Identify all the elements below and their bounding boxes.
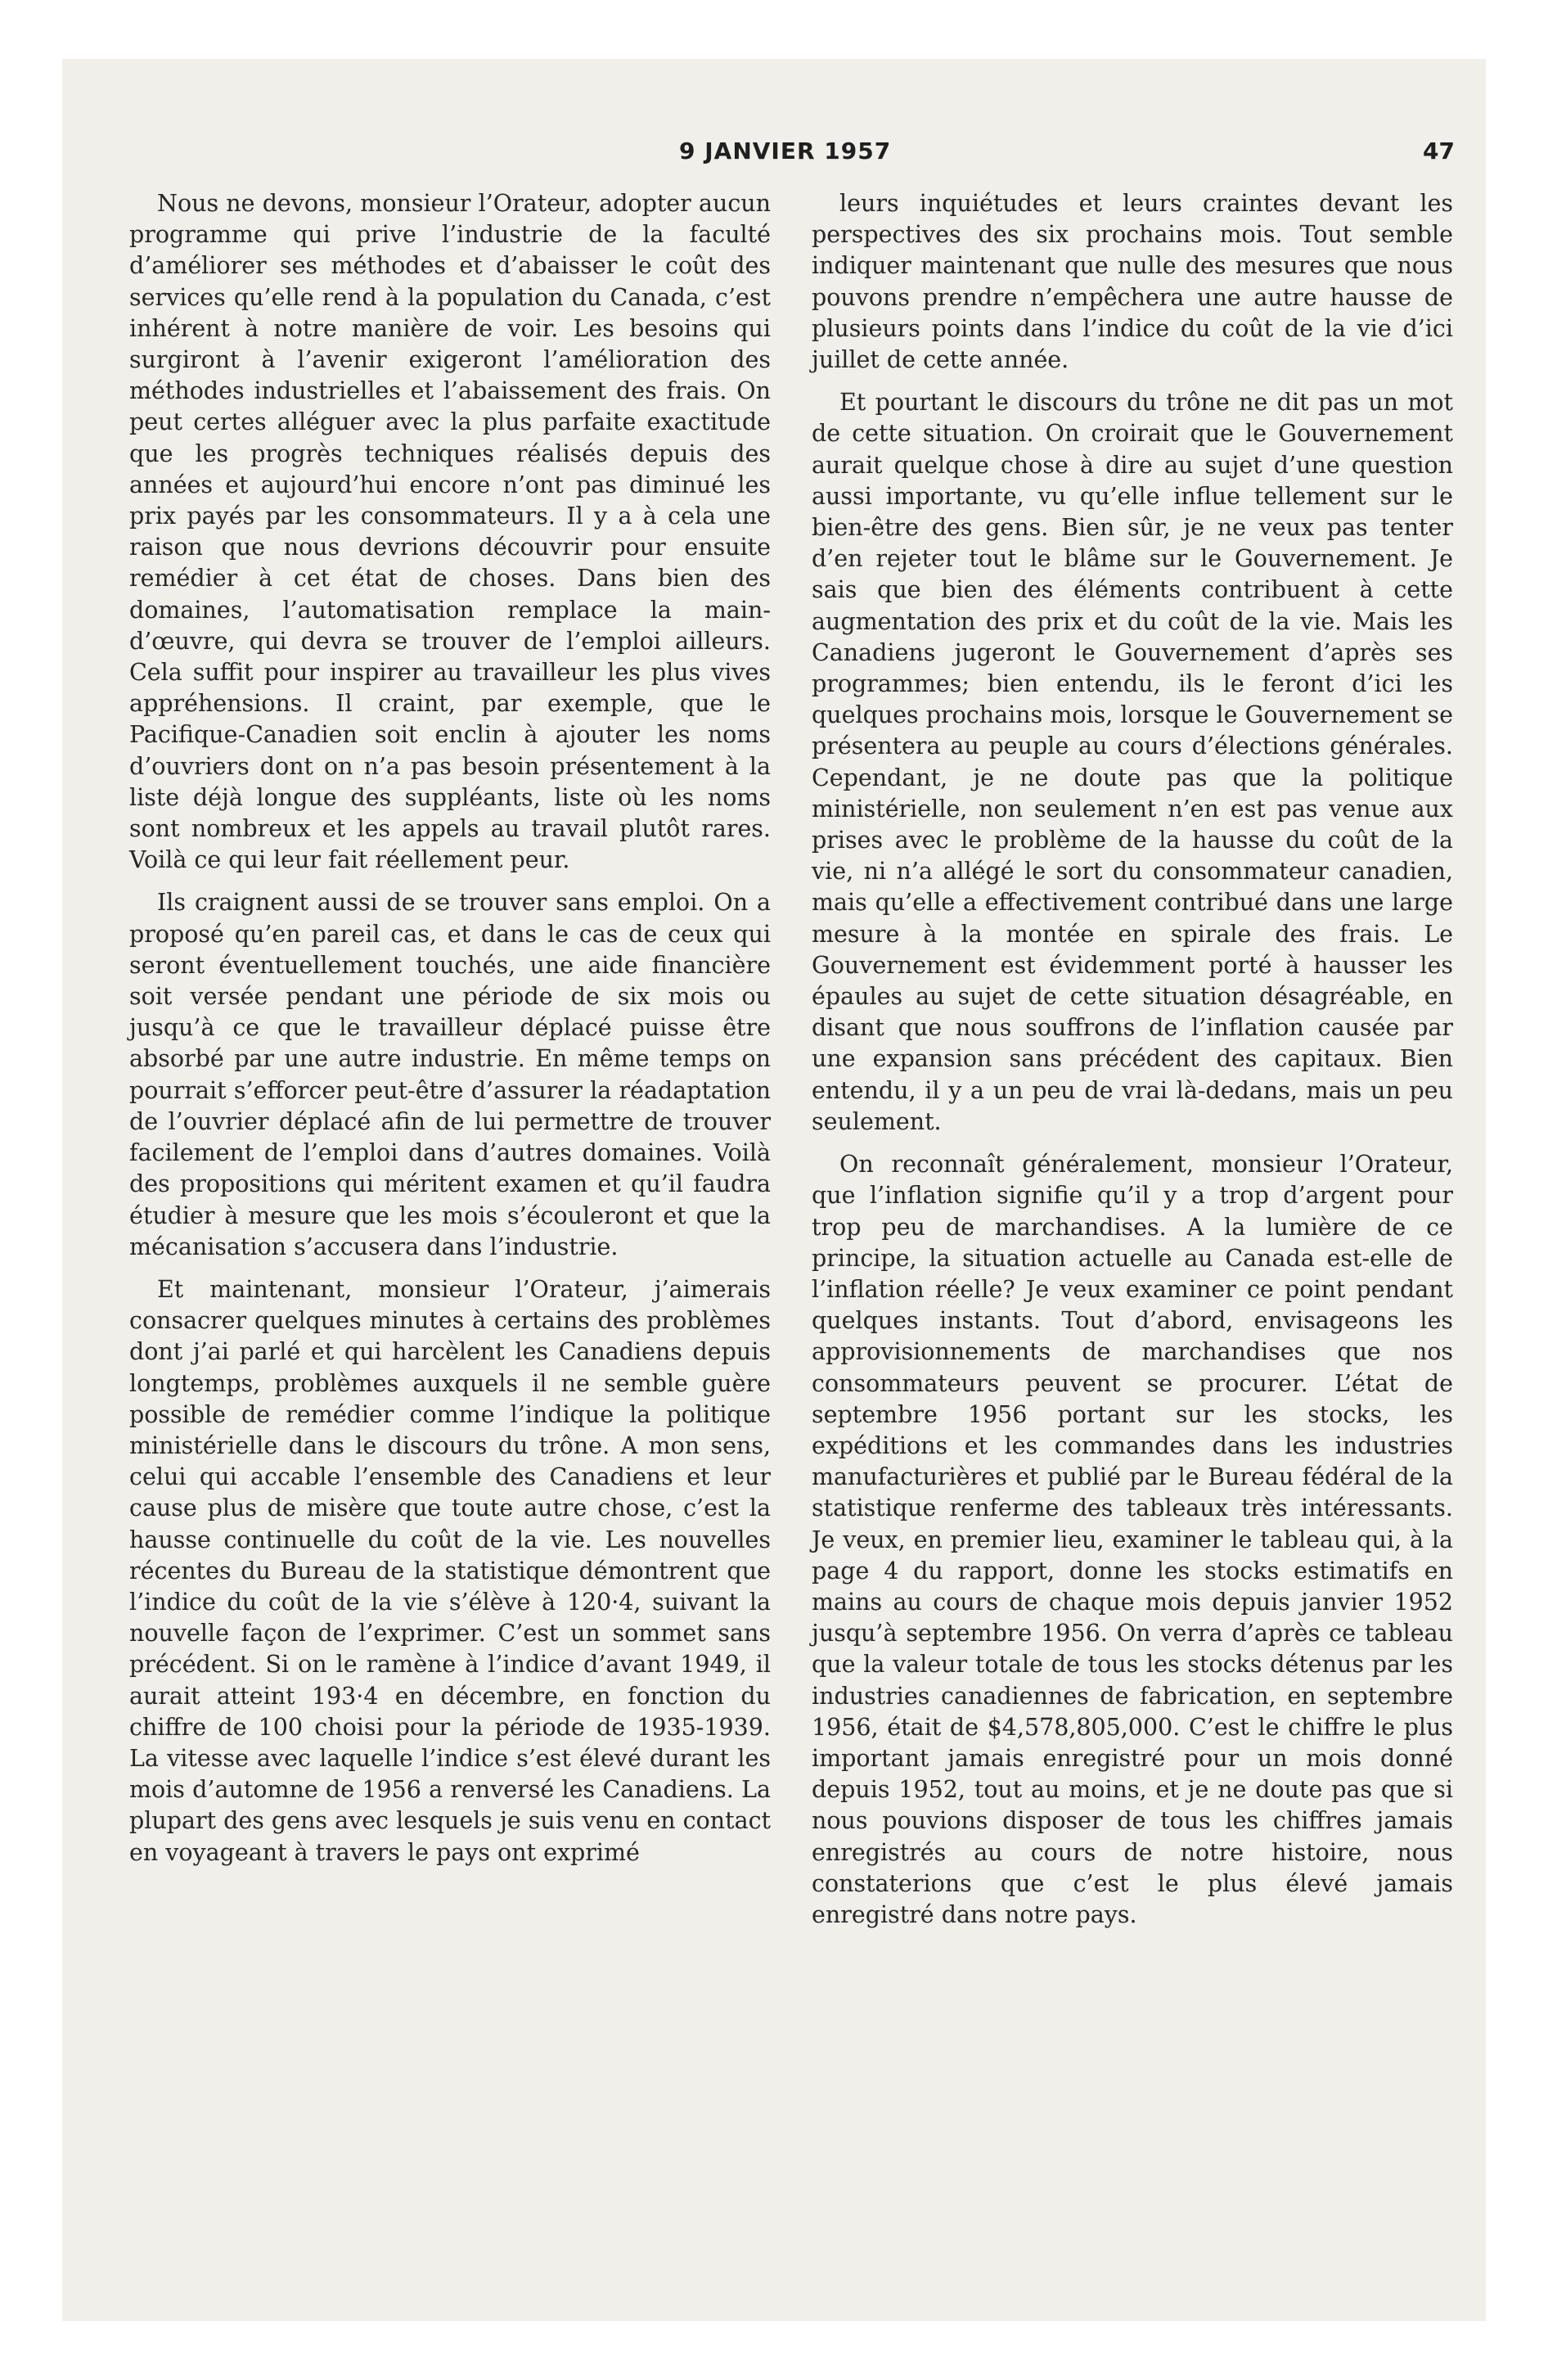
page-sheet — [62, 59, 1486, 2321]
paragraph: Et pourtant le discours du trône ne dit pas un mot de cette situation. On croirait que le Gouvernement aurait quelque chose à dire au sujet d’une question aussi importante, vu qu’elle influe tellement sur le bien-être des gens. Bien sûr, je ne veux pas tenter d’en rejeter tout le blâme sur le Gouvernement. Je sais que bien des éléments contribuent à cette augmentation des prix et du coût de la vie. Mais les Canadiens jugeront le Gouvernement d’après ses programmes; bien entendu, ils le feront d’ici les quelques prochains mois, lorsque le Gouvernement se présentera au peuple au cours d’élections générales. Cependant, je ne doute pas que la politique ministérielle, non seulement n’en est pas venue aux prises avec le problème de la hausse du coût de la vie, ni n’a allégé le sort du consommateur canadien, mais qu’elle a effectivement contribué dans une large mesure à la montée en spirale des frais. Le Gouvernement est évidemment porté à hausser les épaules au sujet de cette situation désagréable, en disant que nous souffrons de l’inflation causée par une expansion sans précédent des capitaux. Bien entendu, il y a un peu de vrai là-dedans, mais un peu seulement. — [812, 389, 1453, 1135]
paragraph: leurs inquiétudes et leurs craintes devant les perspectives des six prochains mois. Tout semble indiquer maintenant que nulle des mesures que nous pouvons prendre n’empêchera une autre hausse de plusieurs points dans l’indice du coût de la vie d’ici juillet de cette année. — [812, 190, 1453, 374]
page-number: 47 — [1423, 137, 1455, 165]
header-date: 9 JANVIER 1957 — [679, 137, 892, 165]
page-header — [62, 137, 1486, 178]
paragraph: Nous ne devons, monsieur l’Orateur, adopter aucun programme qui prive l’industrie de la faculté d’améliorer ses méthodes et d’abaisser le coût des services qu’elle rend à la population du Canada, c’est inhérent à notre manière de voir. Les besoins qui surgiront à l’avenir exigeront l’amélioration des méthodes industrielles et l’abaissement des frais. On peut certes alléguer avec la plus parfaite exactitude que les progrès techniques réalisés depuis des années et aujourd’hui encore n’ont pas diminué les prix payés par les consommateurs. Il y a à cela une raison que nous devrions découvrir pour ensuite remédier à cet état de choses. Dans bien des domaines, l’automatisation remplace la main-d’œuvre, qui devra se trouver de l’emploi ailleurs. Cela suffit pour inspirer au travailleur les plus vives appréhensions. Il craint, par exemple, que le Pacifique-Canadien soit enclin à ajouter les noms d’ouvriers dont on n’a pas besoin présentement à la liste déjà longue des suppléants, liste où les noms sont nombreux et les appels au travail plutôt rares. Voilà ce qui leur fait réellement peur. — [129, 190, 771, 874]
left-column — [129, 188, 771, 1880]
paragraph: Et maintenant, monsieur l’Orateur, j’aimerais consacrer quelques minutes à certains des problèmes dont j’ai parlé et qui harcèlent les Canadiens depuis longtemps, problèmes auxquels il ne semble guère possible de remédier comme l’indique la politique ministérielle dans le discours du trône. A mon sens, celui qui accable l’ensemble des Canadiens et leur cause plus de misère que toute autre chose, c’est la hausse continuelle du coût de la vie. Les nouvelles récentes du Bureau de la statistique démontrent que l’indice du coût de la vie s’élève à 120·4, suivant la nouvelle façon de l’exprimer. C’est un sommet sans précédent. Si on le ramène à l’indice d’avant 1949, il aurait atteint 193·4 en décembre, en fonction du chiffre de 100 choisi pour la période de 1935-1939. La vitesse avec laquelle l’indice s’est élevé durant les mois d’automne de 1956 a renversé les Canadiens. La plupart des gens avec lesquels je suis venu en contact en voyageant à travers le pays ont exprimé — [129, 1275, 771, 1866]
right-column — [812, 188, 1453, 1942]
paragraph: Ils craignent aussi de se trouver sans emploi. On a proposé qu’en pareil cas, et dans le cas de ceux qui seront éventuellement touchés, une aide financière soit versée pendant une période de six mois ou jusqu’à ce que le travailleur déplacé puisse être absorbé par une autre industrie. En même temps on pourrait s’efforcer peut-être d’assurer la réadaptation de l’ouvrier déplacé afin de lui permettre de trouver facilement de l’emploi dans d’autres domaines. Voilà des propositions qui méritent examen et qu’il faudra étudier à mesure que les mois s’écouleront et que la mécanisation s’accusera dans l’industrie. — [129, 889, 771, 1260]
paragraph: On reconnaît généralement, monsieur l’Orateur, que l’inflation signifie qu’il y a trop d’argent pour trop peu de marchandises. A la lumière de ce principe, la situation actuelle au Canada est-elle de l’inflation réelle? Je veux examiner ce point pendant quelques instants. Tout d’abord, envisageons les approvisionnements de marchandises que nos consommateurs peuvent se procurer. L’état de septembre 1956 portant sur les stocks, les expéditions et les commandes dans les industries manufacturières et publié par le Bureau fédéral de la statistique renferme des tableaux très intéressants. Je veux, en premier lieu, examiner le tableau qui, à la page 4 du rapport, donne les stocks estimatifs en mains au cours de chaque mois depuis janvier 1952 jusqu’à septembre 1956. On verra d’après ce tableau que la valeur totale de tous les stocks détenus par les industries canadiennes de fabrication, en septembre 1956, était de $4,578,805,000. C’est le chiffre le plus important jamais enregistré pour un mois donné depuis 1952, tout au moins, et je ne doute pas que si nous pouvions disposer de tous les chiffres jamais enregistrés au cours de notre histoire, nous constaterions que c’est le plus élevé jamais enregistré dans notre pays. — [812, 1151, 1453, 1928]
